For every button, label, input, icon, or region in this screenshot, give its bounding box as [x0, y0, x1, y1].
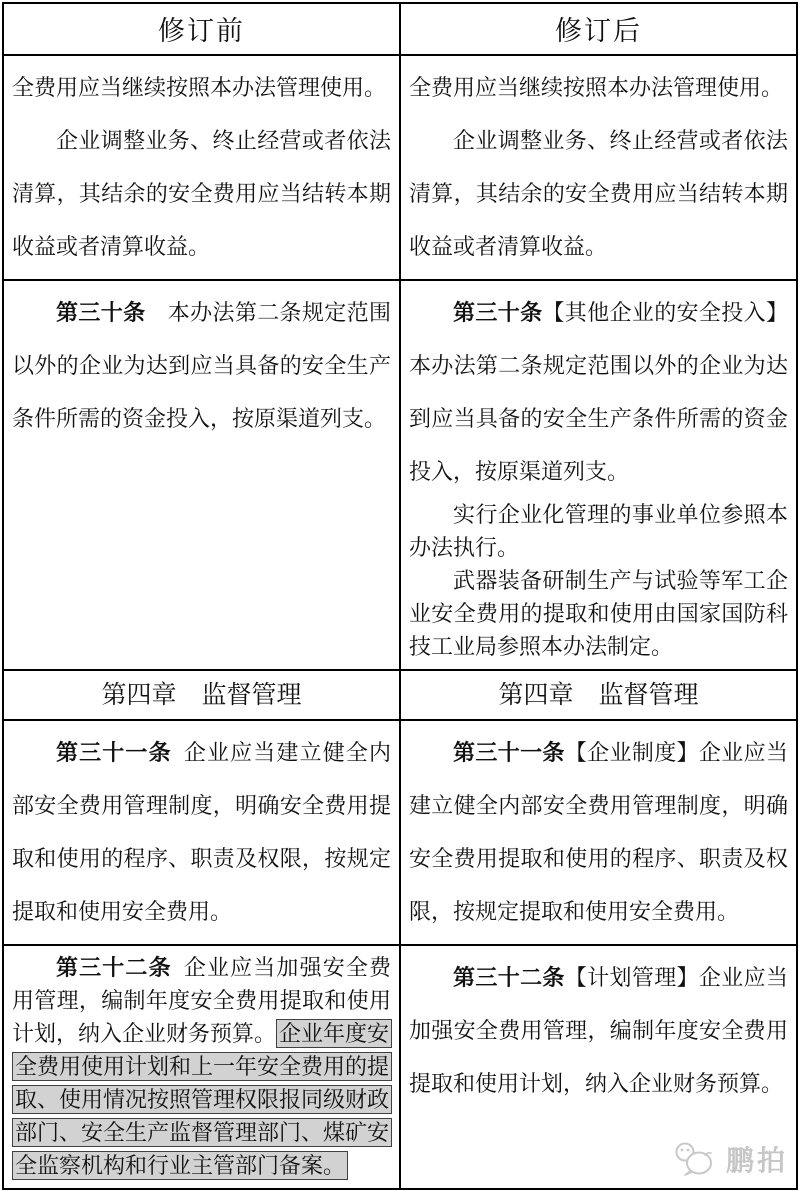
- article-30-paragraph: [12, 286, 391, 445]
- article-32-paragraph: [12, 951, 391, 1182]
- article-31-number: 第三十一条: [56, 740, 172, 765]
- article-32-text: 企业应当加强安全费用管理，编制年度安全费用提取和使用计划，纳入企业财务预算。: [12, 955, 391, 1046]
- cell-before-chapter-4: 第四章 监督管理: [3, 670, 400, 720]
- article-32-number: 第三十二条: [56, 955, 172, 980]
- paragraph-liquidation: 企业调整业务、终止经营或者依法清算，其结余的安全费用应当结转本期收益或者清算收益。: [12, 128, 391, 259]
- paragraph-continuation: 全费用应当继续按照本办法管理使用。: [12, 75, 387, 100]
- row-carryover-clause: [3, 55, 797, 280]
- header-after-label: 修订后: [555, 16, 642, 46]
- cell-after-carryover: [400, 55, 797, 280]
- cell-after-article-31: [400, 720, 797, 945]
- cell-before-carryover: [3, 55, 400, 280]
- header-cell-after: [400, 3, 797, 55]
- article-31-text: 【企业制度】企业应当建立健全内部安全费用管理制度，明确安全费用提取和使用的程序、职责及权限，按规定提取和使用安全费用。: [409, 740, 788, 924]
- revision-comparison-table: [2, 2, 798, 1190]
- article-31-text: 企业应当建立健全内部安全费用管理制度，明确安全费用提取和使用的程序、职责及权限，按规定提取和使用安全费用。: [12, 740, 391, 924]
- row-article-31: [3, 720, 797, 945]
- article-32-deleted-highlight: 企业年度安全费用使用计划和上一年安全费用的提取、使用情况按照管理权限报同级财政部门、安全生产监督管理部门、煤矿安全监察机构和行业主管部门备案。: [12, 1019, 392, 1180]
- row-chapter-4-heading: [3, 670, 797, 720]
- article-30-added-paragraph-2: 武器装备研制生产与试验等军工企业安全费用的提取和使用由国家国防科技工业局参照本办法制定。: [409, 568, 788, 659]
- header-cell-before: [3, 3, 400, 55]
- article-32-paragraph: [409, 951, 788, 1110]
- article-31-paragraph: [12, 726, 391, 938]
- row-article-30: [3, 280, 797, 670]
- article-30-text: 本办法第二条规定范围以外的企业为达到应当具备的安全生产条件所需的资金投入，按原渠道列支。: [12, 300, 391, 431]
- article-30-paragraph: [409, 286, 788, 498]
- paragraph-liquidation: 企业调整业务、终止经营或者依法清算，其结余的安全费用应当结转本期收益或者清算收益。: [409, 128, 788, 259]
- header-before-label: 修订前: [158, 16, 245, 46]
- cell-after-chapter-4: 第四章 监督管理: [400, 670, 797, 720]
- pengpai-logo-icon: [672, 1141, 720, 1177]
- paragraph-continuation: 全费用应当继续按照本办法管理使用。: [409, 75, 784, 100]
- article-32-text: 【计划管理】企业应当加强安全费用管理，编制年度安全费用提取和使用计划，纳入企业财务预算。: [409, 965, 788, 1096]
- article-30-number: 第三十条: [453, 300, 543, 325]
- article-31-number: 第三十一条: [453, 740, 565, 765]
- watermark-brand-text: 鹏拍: [725, 1145, 788, 1176]
- article-30-number: 第三十条: [56, 300, 146, 325]
- article-30-text: 【其他企业的安全投入】本办法第二条规定范围以外的企业为达到应当具备的安全生产条件所需的资金投入，按原渠道列支。: [409, 300, 788, 484]
- article-32-number: 第三十二条: [453, 965, 565, 990]
- table-header-row: [3, 3, 797, 55]
- cell-before-article-30: [3, 280, 400, 670]
- cell-after-article-30: [400, 280, 797, 670]
- pengpai-watermark: [672, 1139, 788, 1179]
- cell-before-article-32: [3, 945, 400, 1189]
- article-30-added-paragraph-1: 实行企业化管理的事业单位参照本办法执行。: [409, 502, 788, 560]
- article-31-paragraph: [409, 726, 788, 938]
- cell-before-article-31: [3, 720, 400, 945]
